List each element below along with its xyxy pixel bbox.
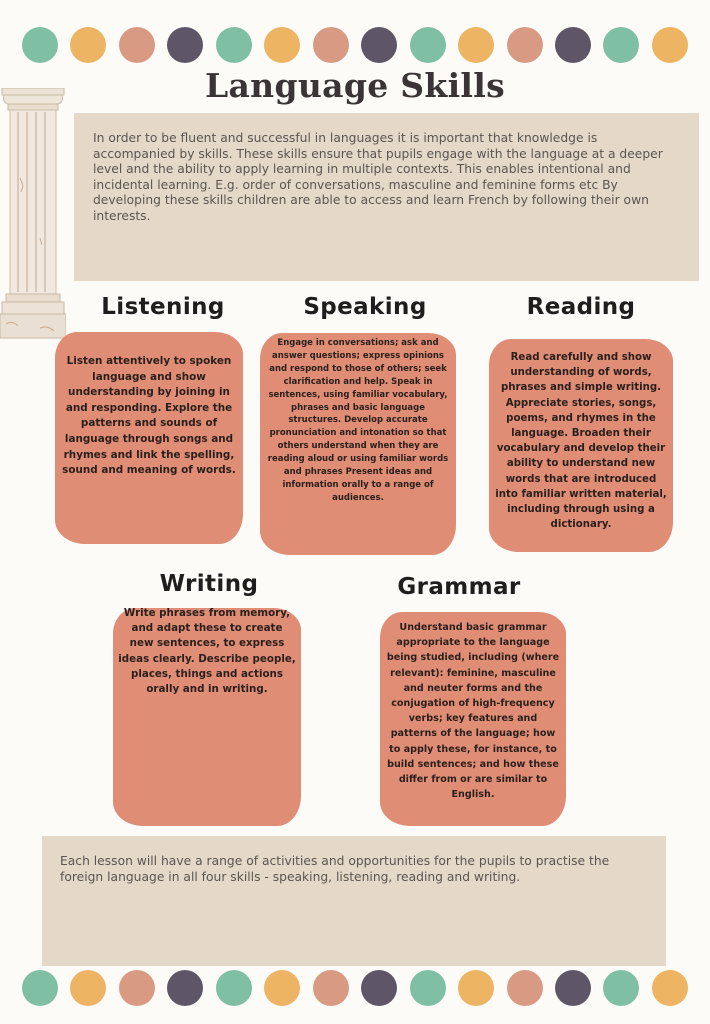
decorative-dot <box>264 27 300 63</box>
decorative-dot <box>458 27 494 63</box>
decorative-dot <box>410 970 446 1006</box>
speaking-text: Engage in conversations; ask and answer questions; express opinions and respond to those of others; seek clarification and help. Speak in sentences, using familiar vocabulary, phrases and basic language structures. Develop accurate pronunciation and intonation so that others understand when they are reading aloud or using familiar words and phrases Present ideas and information orally to a range of audiences. <box>267 338 449 503</box>
decorative-dot <box>555 27 591 63</box>
decorative-dot <box>70 27 106 63</box>
bottom-dot-border <box>22 970 688 1006</box>
reading-text: Read carefully and show understanding of words, phrases and simple writing. Appreciate stories, songs, poems, and rhymes in the language. Broaden their vocabulary and develop their ability to understand new words that are introduced into familiar written material, including through using a dictionary. <box>495 352 667 531</box>
speaking-heading: Speaking <box>303 294 427 320</box>
decorative-dot <box>603 970 639 1006</box>
grammar-text: Understand basic grammar appropriate to the language being studied, including (where relevant): feminine, masculine and neuter forms and the conjugation of high-frequency verbs; key features and patterns of the language; how to apply these, for instance, to build sentences; and how these differ from or are similar to English. <box>386 622 560 801</box>
listening-heading: Listening <box>101 294 225 320</box>
decorative-dot <box>167 970 203 1006</box>
page-title: Language Skills <box>205 66 505 105</box>
decorative-dot <box>652 27 688 63</box>
decorative-dot <box>313 970 349 1006</box>
decorative-dot <box>22 27 58 63</box>
decorative-dot <box>361 970 397 1006</box>
decorative-dot <box>70 970 106 1006</box>
decorative-dot <box>555 970 591 1006</box>
decorative-dot <box>22 970 58 1006</box>
decorative-dot <box>264 970 300 1006</box>
decorative-dot <box>216 27 252 63</box>
decorative-dot <box>361 27 397 63</box>
decorative-dot <box>652 970 688 1006</box>
decorative-dot <box>313 27 349 63</box>
intro-text: In order to be fluent and successful in languages it is important that knowledge is accompanied by skills. These skills ensure that pupils engage with the language at a deeper level and the ability to apply learning in multiple contexts. This enables intentional and incidental learning. E.g. order of conversations, masculine and feminine forms etc By developing these skills children are able to access and learn French by following their own interests. <box>93 131 663 223</box>
writing-text: Write phrases from memory, and adapt these to create new sentences, to express ideas clearly. Describe people, places, things and actions orally and in writing. <box>118 607 296 696</box>
decorative-dot <box>216 970 252 1006</box>
decorative-dot <box>507 27 543 63</box>
greek-column-illustration <box>0 88 66 342</box>
listening-text: Listen attentively to spoken language and show understanding by joining in and responding. Explore the patterns and sounds of language through songs and rhymes and link the spelling, sound and meaning of words. <box>62 355 236 477</box>
writing-heading: Writing <box>159 571 259 597</box>
decorative-dot <box>603 27 639 63</box>
outro-text: Each lesson will have a range of activities and opportunities for the pupils to practise the foreign language in all four skills - speaking, listening, reading and writing. <box>60 854 610 884</box>
decorative-dot <box>167 27 203 63</box>
decorative-dot <box>458 970 494 1006</box>
decorative-dot <box>119 27 155 63</box>
decorative-dot <box>507 970 543 1006</box>
decorative-dot <box>410 27 446 63</box>
grammar-heading: Grammar <box>397 574 521 600</box>
reading-heading: Reading <box>526 294 636 320</box>
top-dot-border <box>22 27 688 63</box>
decorative-dot <box>119 970 155 1006</box>
